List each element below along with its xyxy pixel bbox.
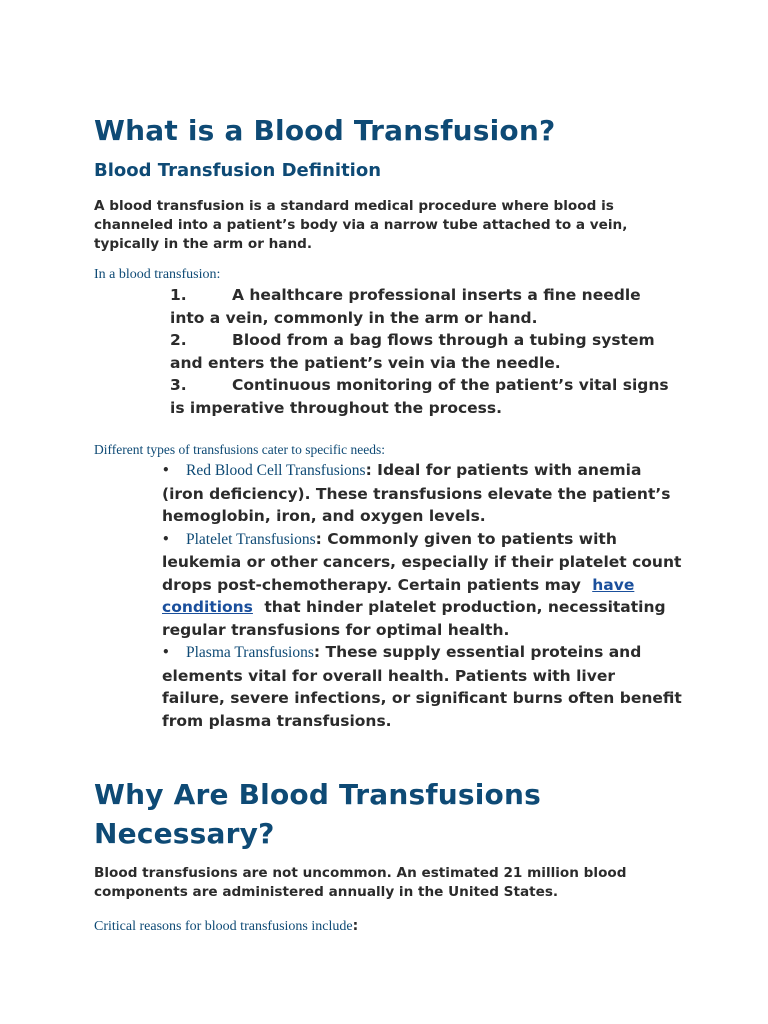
- types-intro: Different types of transfusions cater to specific needs:: [94, 442, 386, 457]
- step-number: 2.: [170, 331, 187, 349]
- step-item: [170, 329, 670, 374]
- step-item: [170, 284, 670, 329]
- type-item-plasma: [162, 641, 682, 732]
- step-text: Continuous monitoring of the patient’s vital signs is imperative throughout the process.: [170, 376, 669, 417]
- definition-heading: Blood Transfusion Definition: [94, 160, 382, 181]
- type-item-platelet: [162, 528, 682, 642]
- step-text: A healthcare professional inserts a fine needle into a vein, commonly in the arm or hand.: [170, 286, 641, 327]
- why-paragraph: Blood transfusions are not uncommon. An estimated 21 million blood components are administered annually in the United States.: [94, 865, 627, 900]
- type-text: : These supply essential proteins and elements vital for overall health. Patients with liver failure, severe infections, or significant burns often benefit from plasma transfusions.: [162, 643, 682, 730]
- types-list: [162, 459, 682, 732]
- step-item: [170, 374, 670, 419]
- bullet-icon: •: [162, 531, 170, 546]
- step-number: 1.: [170, 286, 187, 304]
- type-text: : Ideal for patients with anemia (iron deficiency). These transfusions elevate the patient’s hemoglobin, iron, and oxygen levels.: [162, 461, 671, 525]
- type-item-red-blood-cell: [162, 459, 682, 528]
- bullet-icon: •: [162, 645, 170, 659]
- type-name: Plasma Transfusions: [186, 644, 314, 661]
- why-heading: Why Are Blood Transfusions Necessary?: [94, 778, 541, 850]
- steps-list: [170, 284, 670, 419]
- steps-intro: In a blood transfusion:: [94, 267, 221, 282]
- step-text: Blood from a bag flows through a tubing system and enters the patient’s vein via the needle.: [170, 331, 655, 372]
- definition-paragraph: A blood transfusion is a standard medical procedure where blood is channeled into a patient’s body via a narrow tube attached to a vein, typically in the arm or hand.: [94, 198, 628, 252]
- page-title: What is a Blood Transfusion?: [94, 114, 556, 147]
- type-text-continued: that hinder platelet production, necessitating regular transfusions for optimal health.: [162, 598, 666, 639]
- type-name: Platelet Transfusions: [186, 530, 316, 548]
- reasons-colon: :: [352, 918, 359, 934]
- reasons-intro: [94, 917, 594, 936]
- have-conditions-link[interactable]: have conditions: [162, 575, 635, 616]
- step-number: 3.: [170, 376, 187, 394]
- bullet-icon: •: [162, 463, 170, 477]
- type-text: : Commonly given to patients with leukemia or other cancers, especially if their platelet count drops post-chemotherapy. Certain patients may: [162, 529, 682, 594]
- type-name: Red Blood Cell Transfusions: [186, 462, 366, 479]
- reasons-intro-text: Critical reasons for blood transfusions include: [94, 919, 353, 934]
